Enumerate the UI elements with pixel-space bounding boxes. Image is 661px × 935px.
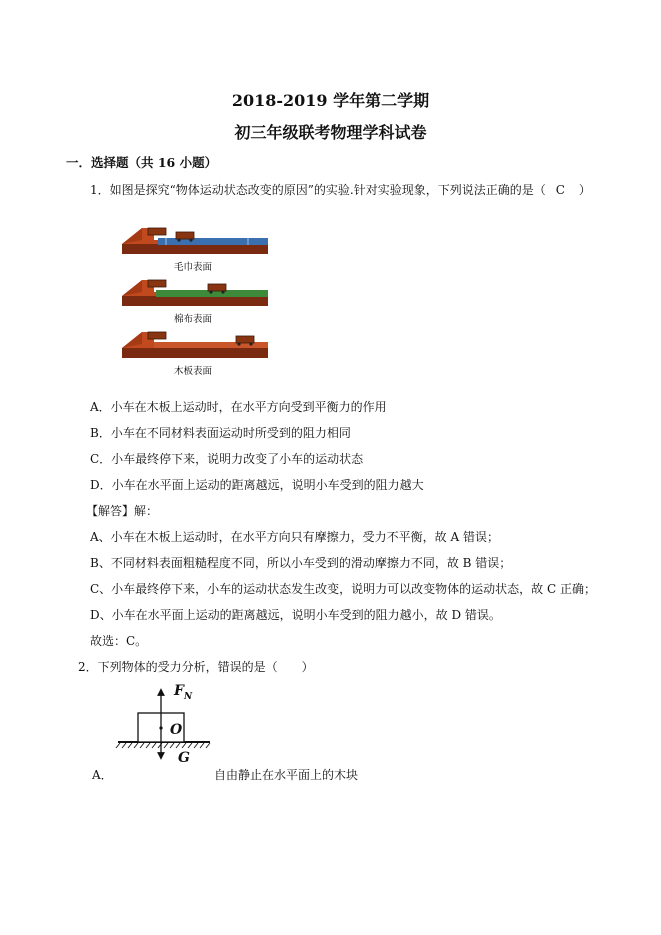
solution-title: 【解答】解： — [86, 504, 159, 518]
section-heading: 一．选择题（共 16 小题） — [66, 155, 218, 170]
option-a: A．小车在木板上运动时，在水平方向受到平衡力的作用 — [90, 400, 387, 414]
solution-conclusion: 故选：C。 — [90, 634, 148, 648]
question-2-option-a-letter: A． — [92, 768, 113, 782]
option-b: B．小车在不同材料表面运动时所受到的阻力相同 — [90, 426, 351, 440]
force-diagram — [116, 684, 216, 766]
force-label-g: G — [178, 750, 190, 766]
option-d: D．小车在水平面上运动的距离越远，说明小车受到的阻力越大 — [90, 478, 424, 492]
question-1-close: ） — [578, 183, 591, 197]
question-2-stem: 2．下列物体的受力分析，错误的是（ ） — [78, 660, 314, 674]
solution-line-b: B、不同材料表面粗糙程度不同，所以小车受到的滑动摩擦力不同，故 B 错误； — [90, 556, 512, 570]
figure-label-cotton: 棉布表面 — [174, 314, 213, 325]
ramp-towel — [122, 228, 268, 254]
solution-line-a: A、小车在木板上运动时，在水平方向只有摩擦力，受力不平衡，故 A 错误； — [90, 530, 499, 544]
force-label-fn-main: F — [174, 683, 184, 699]
question-1-text: 1．如图是探究“物体运动状态改变的原因”的实验.针对实验现象，下列说法正确的是（ — [90, 183, 546, 197]
figure-label-towel: 毛巾表面 — [174, 262, 213, 273]
page-subtitle: 初三年级联考物理学科试卷 — [234, 123, 427, 142]
force-label-fn-sub: N — [183, 691, 193, 702]
ramp-cotton — [122, 280, 268, 306]
solution-line-c: C、小车最终停下来，小车的运动状态发生改变，说明力可以改变物体的运动状态，故 C 正确； — [90, 582, 596, 596]
ramp-board — [122, 332, 268, 358]
force-label-fn — [174, 683, 192, 702]
question-1-stem — [90, 181, 591, 198]
question-2-option-a-text: 自由静止在水平面上的木块 — [214, 768, 359, 782]
point-label-o: O — [170, 722, 183, 738]
question-1-answer: C — [555, 183, 565, 197]
ramp-figure — [118, 218, 278, 378]
option-c: C．小车最终停下来，说明力改变了小车的运动状态 — [90, 452, 364, 466]
figure-label-board: 木板表面 — [174, 366, 213, 377]
page-title: 2018-2019 学年第二学期 — [231, 91, 430, 110]
solution-line-d: D、小车在水平面上运动的距离越远，说明小车受到的阻力越小，故 D 错误。 — [90, 608, 501, 622]
